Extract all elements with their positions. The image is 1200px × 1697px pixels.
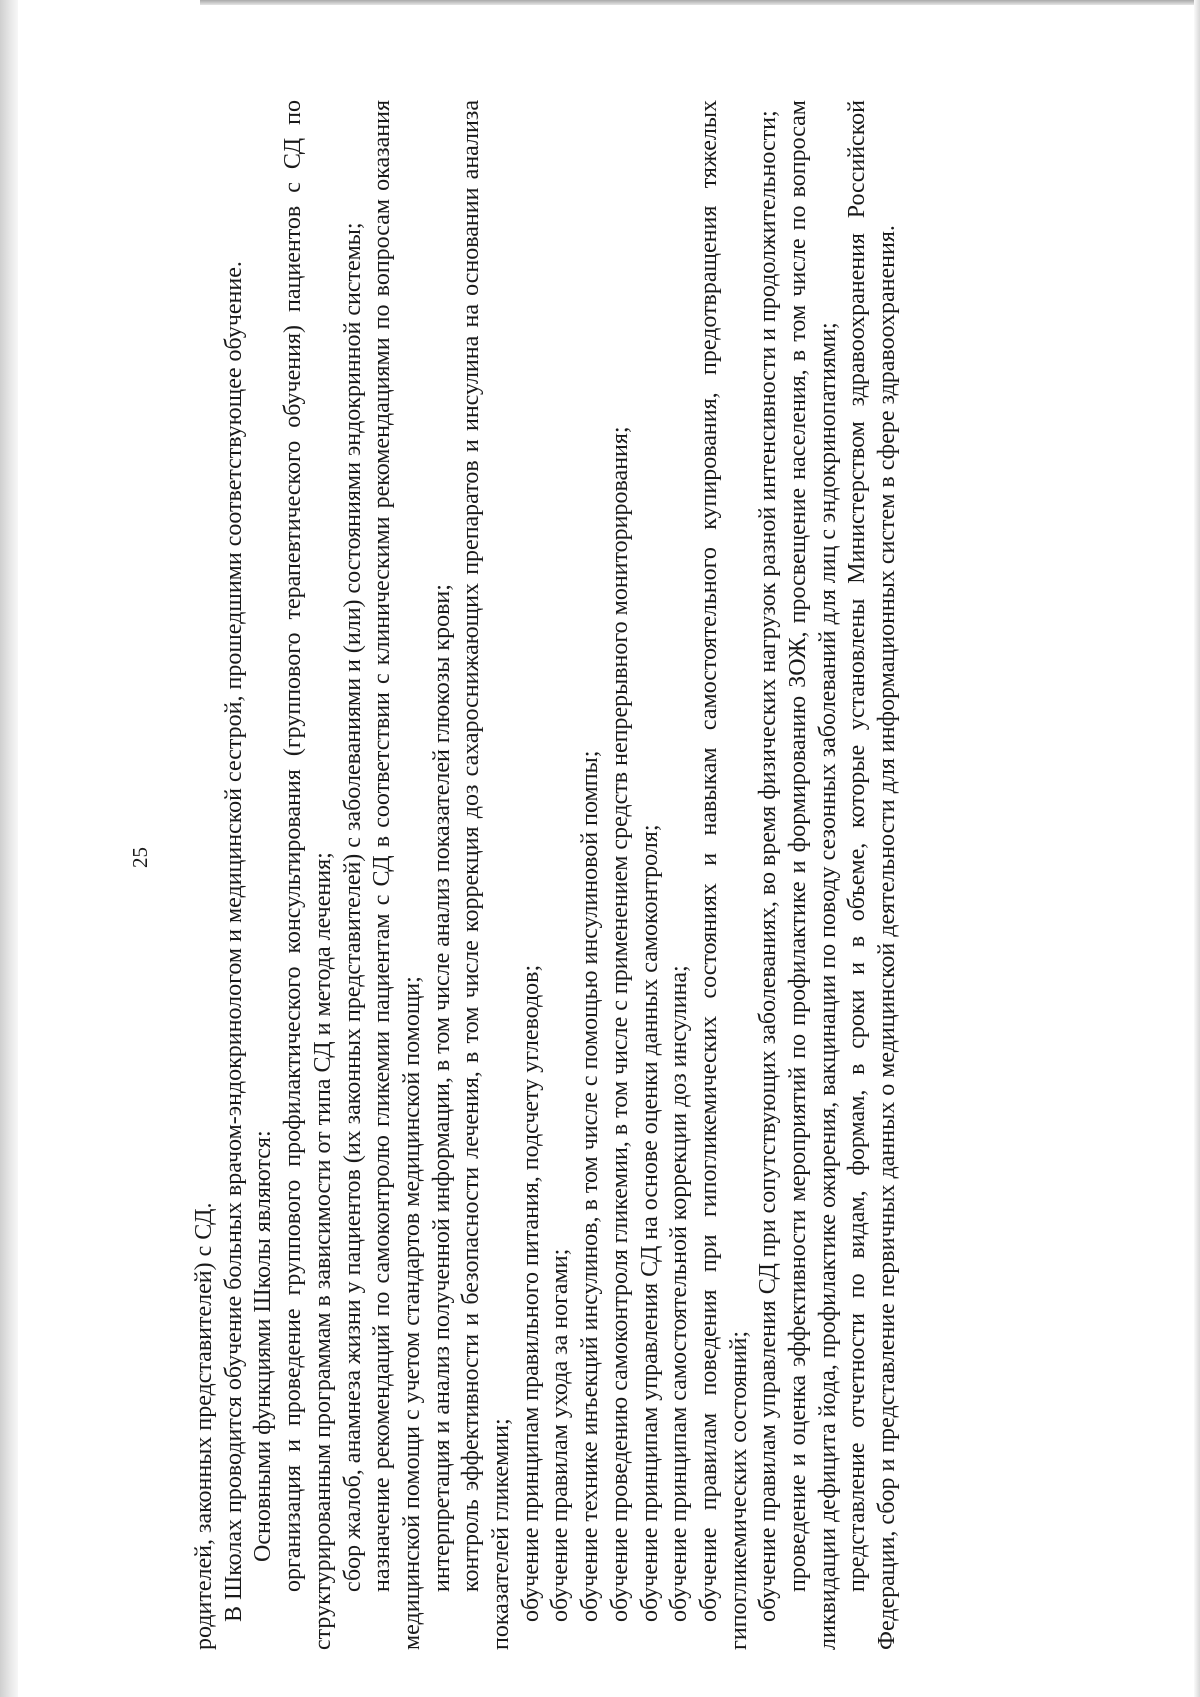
- paragraph: В Школах проводится обучение больных врачом-эндокринологом и медицинской сестрой, прошедшими соответствующее обучение.: [220, 261, 247, 1622]
- paragraph: обучение принципам правильного питания, подсчету углеводов;: [517, 964, 544, 1622]
- paragraph: обучение принципам самостоятельной коррекции доз инсулина;: [666, 965, 693, 1622]
- paragraph: проведение и оценка эффективности мероприятий по профилактике и формированию ЗОЖ, просвещение населения, в том числе по вопросам ликвидации дефицита йода, профилактике ожирения, вакцинации по поводу сезонных заболеваний для лиц с эндокринопатиями;: [785, 100, 841, 1650]
- paragraph: контроль эффективности и безопасности лечения, в том числе коррекция доз сахароснижающих препаратов и инсулина на основании анализа показателей гликемии;: [458, 100, 515, 1650]
- paragraph: представление отчетности по видам, формам, в сроки и в объеме, которые установлены Министерством здравоохранения Российской Федерации, сбор и представление первичных данных о медицинской деятельности для информационных систем в сфере здравоохранения.: [844, 100, 901, 1650]
- paragraph: обучение правилам поведения при гипогликемических состояниях и навыкам самостоятельного купирования, предотвращения тяжелых гипогликемических состояний;: [695, 100, 752, 1650]
- paragraph: обучение технике инъекций инсулинов, в том числе с помощью инсулиновой помпы;: [577, 750, 604, 1622]
- paragraph: назначение рекомендаций по самоконтролю гликемии пациентам с СД в соответствии с клиническими рекомендациями по вопросам оказания медицинской помощи с учетом стандартов медицинской помощи;: [369, 100, 425, 1650]
- paragraph: обучение правилам ухода за ногами;: [547, 1248, 574, 1622]
- paragraph: обучение принципам управления СД на основе оценки данных самоконтроля;: [636, 824, 663, 1622]
- paragraph: родителей, законных представителей) с СД.: [191, 1202, 217, 1650]
- scan-edge-left: [0, 0, 18, 1697]
- page-number: 25: [128, 847, 152, 868]
- paragraph: обучение проведению самоконтроля гликемии, в том числе с применением средств непрерывного мониторирования;: [606, 426, 633, 1622]
- scan-edge-right: [1194, 0, 1200, 1697]
- paragraph: интерпретация и анализ полученной информации, в том числе анализ показателей глюкозы крови;: [428, 584, 455, 1592]
- paragraph: организация и проведение группового профилактического консультирования (группового терапевтического обучения) пациентов с СД по структурированным программам в зависимости от типа СД и метода лечения;: [280, 100, 336, 1650]
- document-body: [190, 100, 1090, 1650]
- paragraph: сбор жалоб, анамнеза жизни у пациентов (их законных представителей) с заболеваниями и (или) состояниями эндокринной системы;: [339, 222, 366, 1592]
- paragraph: Основными функциями Школы являются:: [250, 1130, 277, 1562]
- scan-edge-top: [200, 0, 1200, 5]
- paragraph: обучение правилам управления СД при сопутствующих заболеваниях, во время физических нагрузок разной интенсивности и продолжительности;: [755, 110, 782, 1622]
